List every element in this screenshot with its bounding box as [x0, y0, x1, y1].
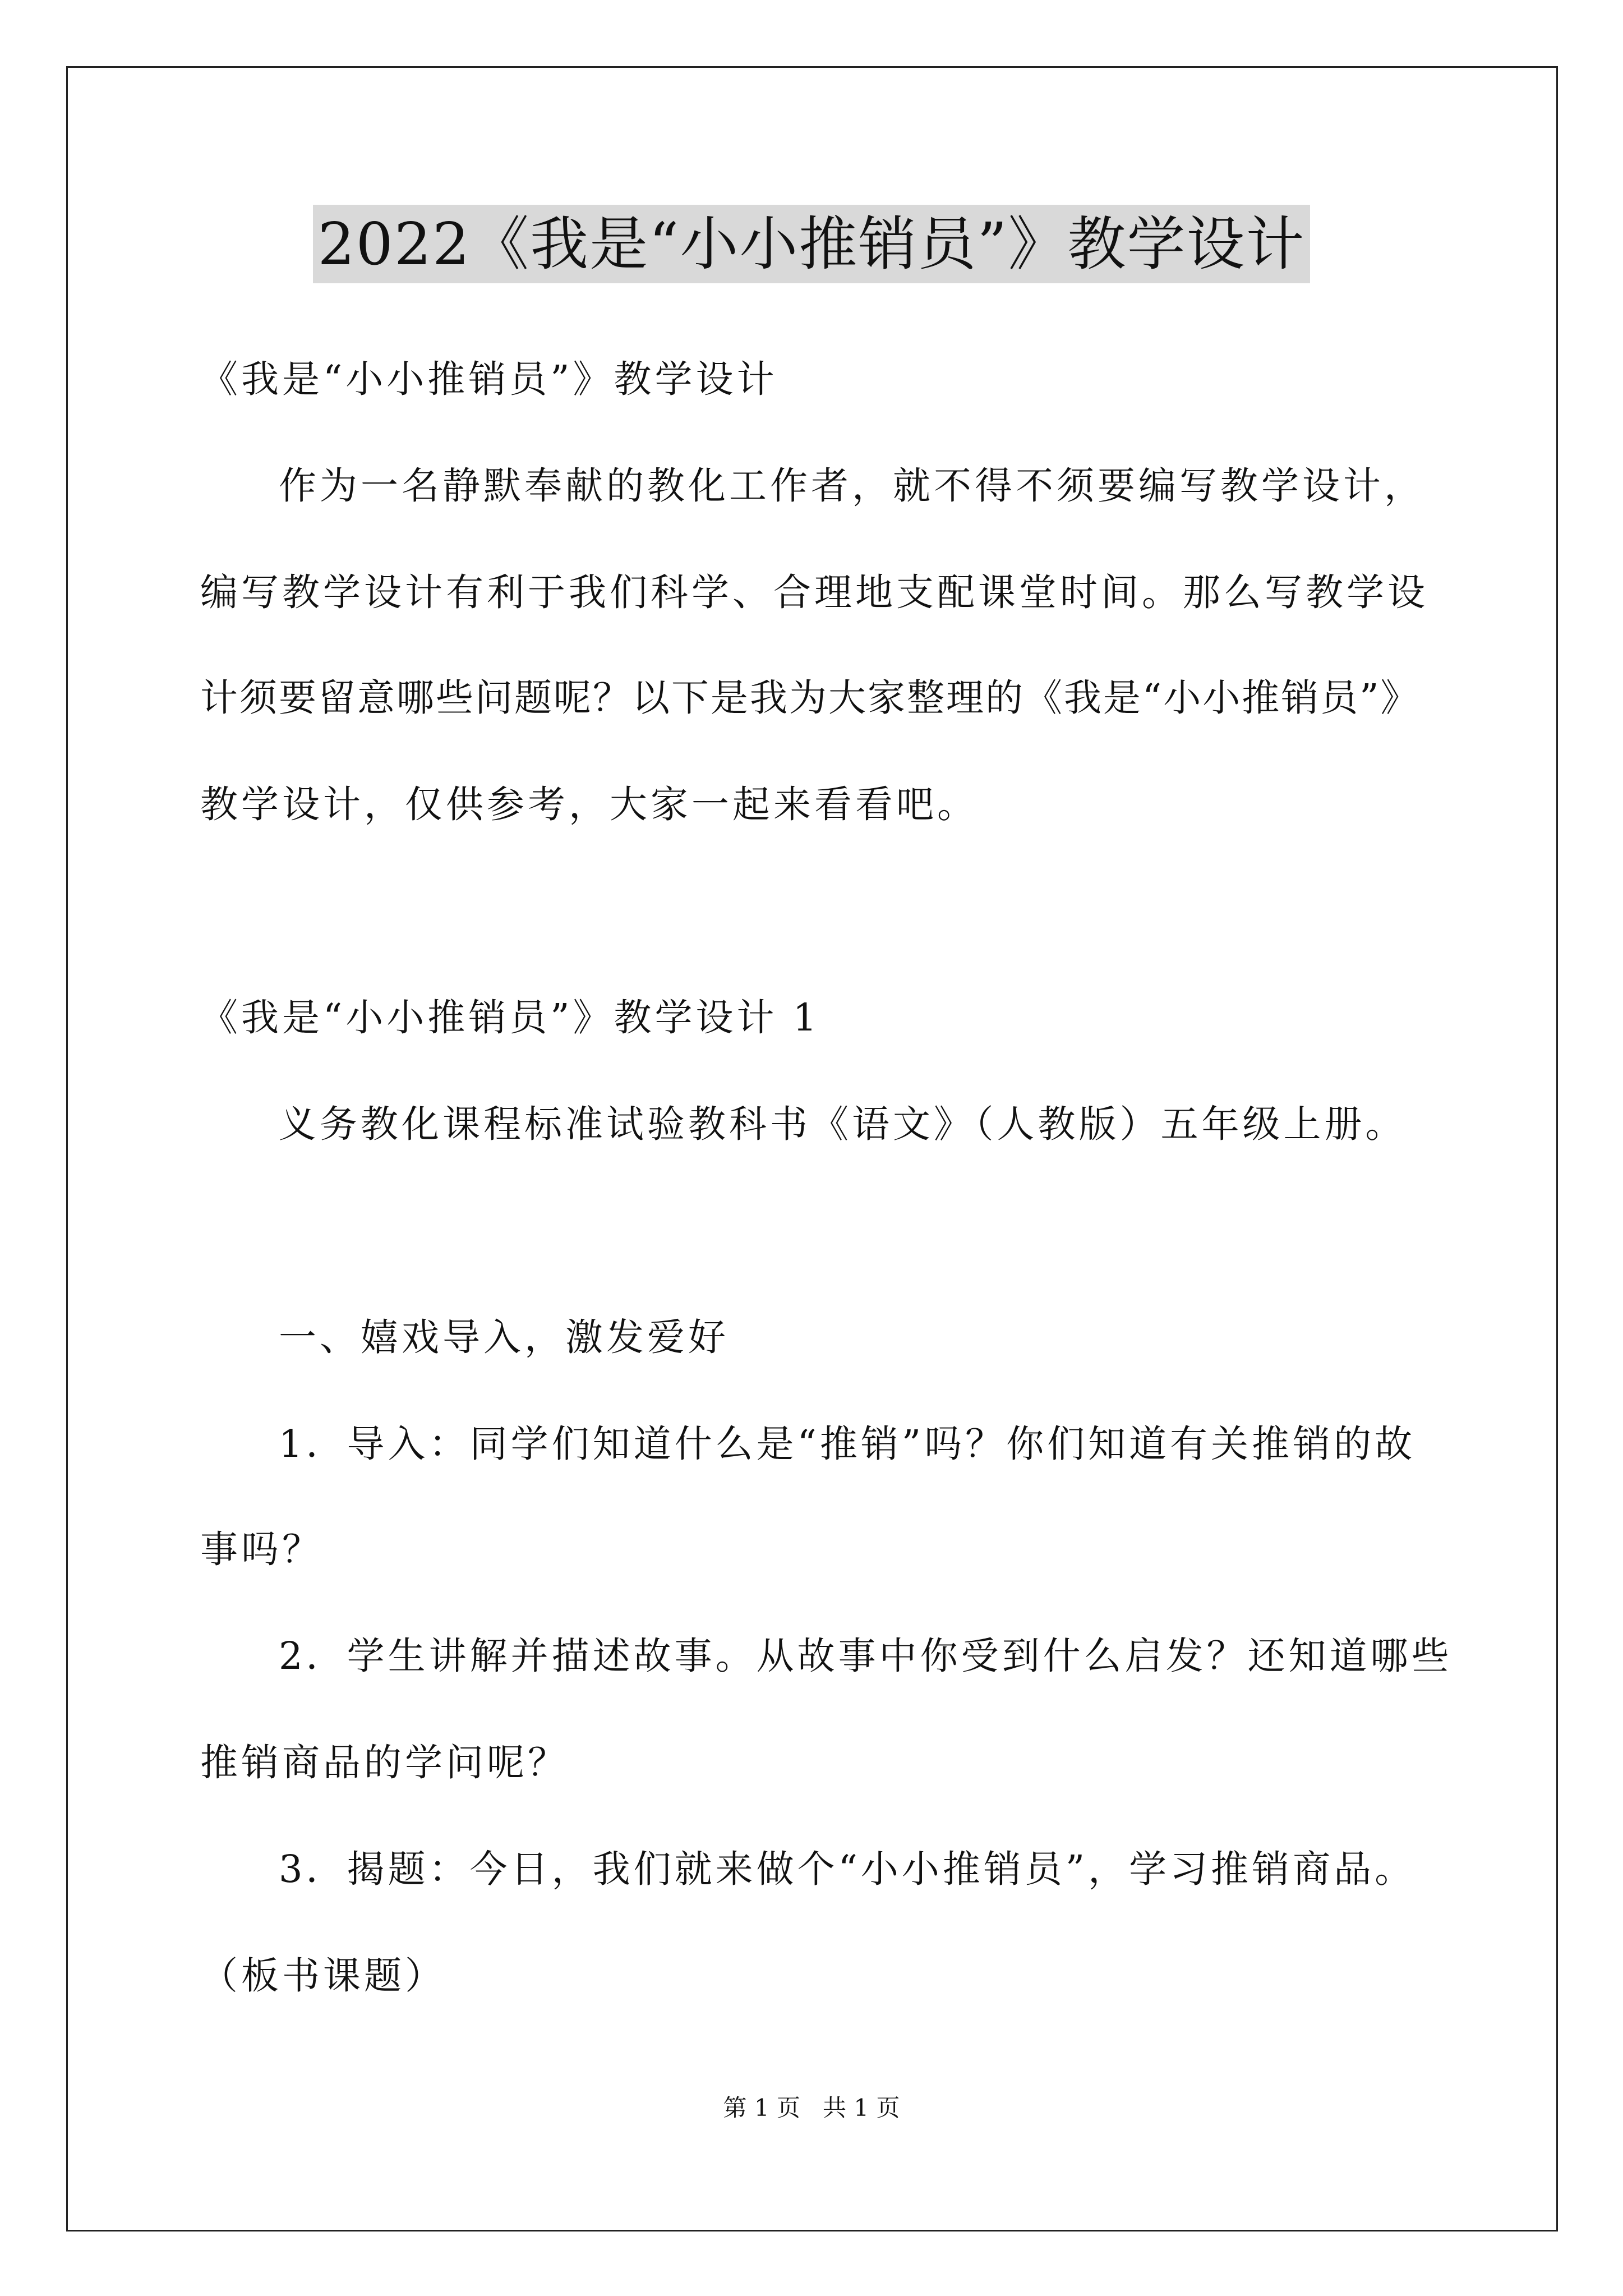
body-line: （板书课题）: [200, 1954, 446, 1998]
section-heading: 《我是“小小推销员”》教学设计: [200, 357, 778, 401]
body-line: 教学设计，仅供参考，大家一起来看看吧。: [200, 783, 978, 826]
subsection-heading: 一、嬉戏导入，激发爱好: [279, 1315, 729, 1359]
body-line: 事吗？: [200, 1527, 323, 1571]
body-line: 推销商品的学问呢？: [200, 1741, 569, 1784]
body-line: 3．揭题：今日，我们就来做个“小小推销员”，学习推销商品。: [279, 1847, 1416, 1891]
body-line: 2．学生讲解并描述故事。从故事中你受到什么启发？还知道哪些: [279, 1634, 1453, 1678]
section-heading: 《我是“小小推销员”》教学设计 1: [200, 996, 820, 1039]
title-container: [0, 205, 1623, 283]
body-line: 计须要留意哪些问题呢？以下是我为大家整理的《我是“小小推销员”》: [200, 676, 1420, 720]
page-footer: 第 1 页 共 1 页: [723, 2094, 900, 2122]
document-title: 2022《我是“小小推销员”》教学设计: [313, 205, 1310, 283]
body-line: 义务教化课程标准试验教科书《语文》（人教版）五年级上册。: [279, 1102, 1407, 1146]
body-line: 1．导入：同学们知道什么是“推销”吗？你们知道有关推销的故: [279, 1422, 1416, 1466]
body-line: 编写教学设计有利于我们科学、合理地支配课堂时间。那么写教学设: [200, 570, 1428, 614]
body-line: 作为一名静默奉献的教化工作者，就不得不须要编写教学设计，: [279, 464, 1425, 508]
